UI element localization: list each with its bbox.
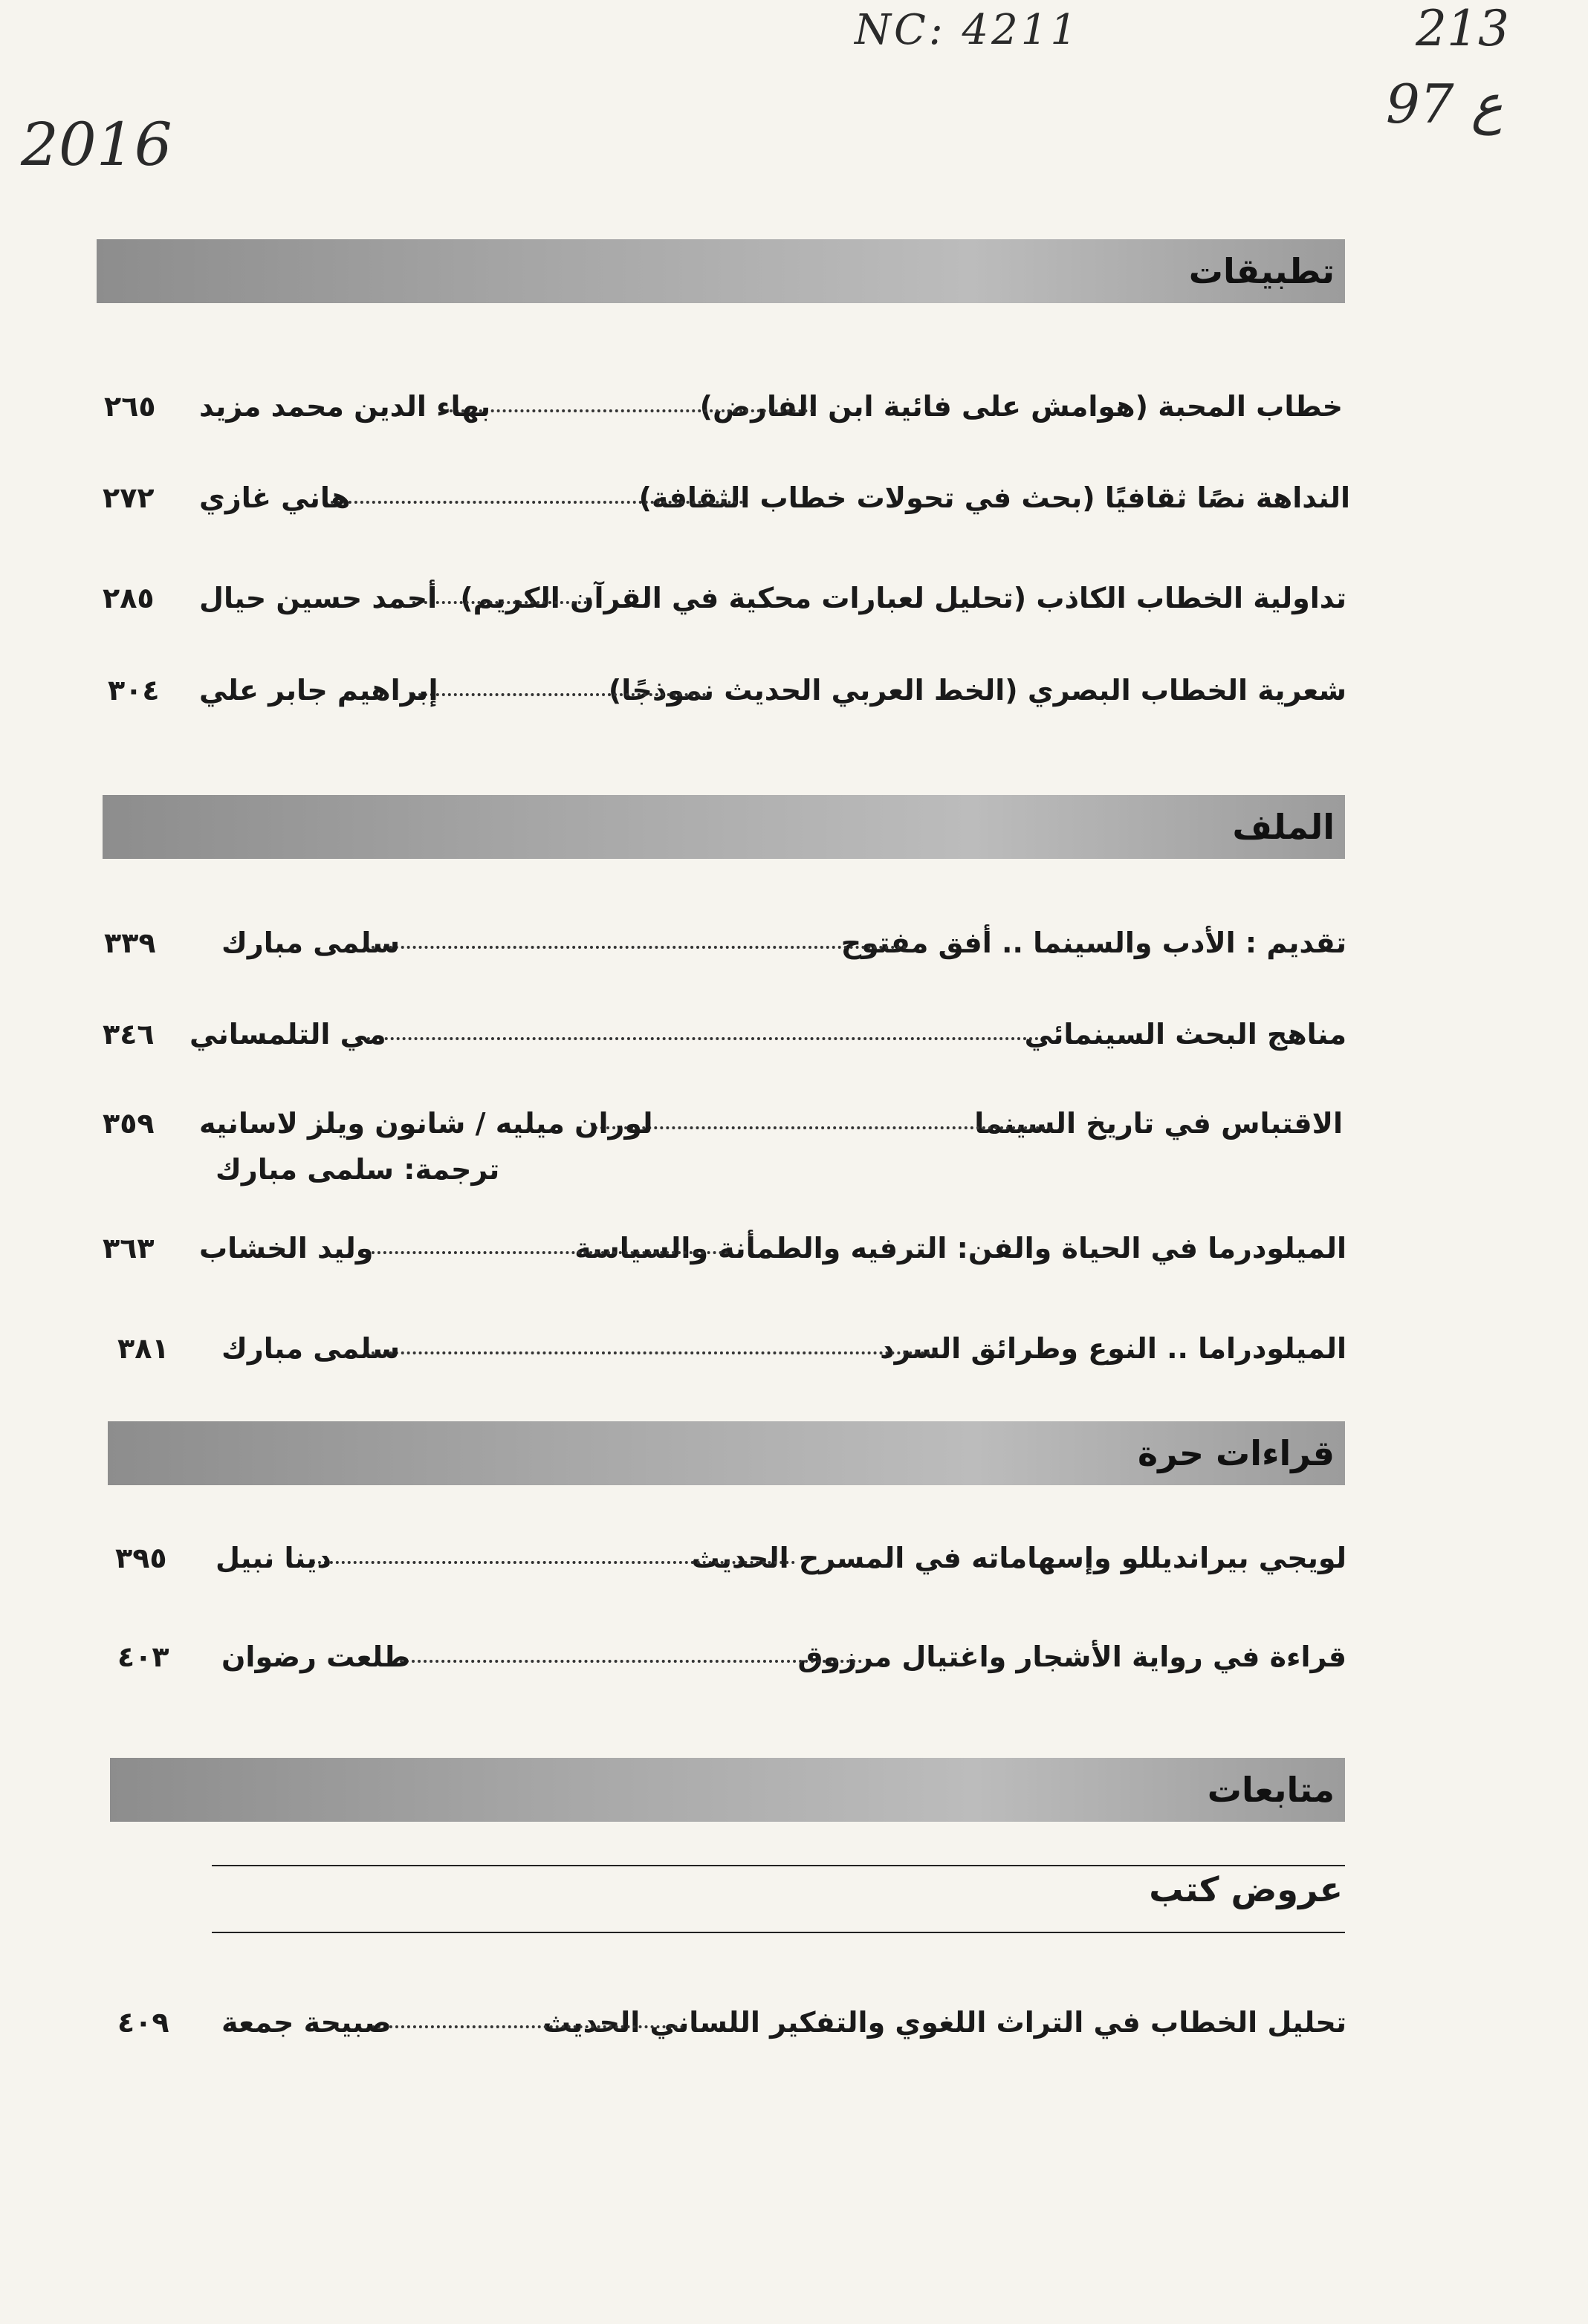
entry-title: النداهة نصًا ثقافيًا (بحث في تحولات خطاب الثقافة) xyxy=(638,481,1350,514)
section-title-applications: تطبيقات xyxy=(1188,251,1335,291)
leader-dots xyxy=(355,1037,1039,1040)
divider xyxy=(212,1865,1345,1866)
entry-author: صبيحة جمعة xyxy=(221,2006,392,2039)
entry-author: دينا نبيل xyxy=(215,1542,331,1574)
leader-dots xyxy=(372,1351,936,1354)
entry-page: ٣٩٥ xyxy=(115,1542,167,1574)
section-title-followups: متابعات xyxy=(1207,1770,1335,1810)
entry-page: ٢٧٢ xyxy=(103,481,155,514)
toc-entry xyxy=(0,1542,1588,1594)
entry-author: هاني غازي xyxy=(199,481,351,514)
toc-entry xyxy=(0,926,1588,978)
divider xyxy=(212,1932,1345,1933)
entry-author: سلمى مبارك xyxy=(221,1332,401,1365)
toc-entry xyxy=(0,674,1588,726)
entry-page: ٣٣٩ xyxy=(104,926,156,959)
toc-entry xyxy=(0,1107,1588,1186)
entry-title: الميلودراما .. النوع وطرائق السرد xyxy=(880,1332,1346,1365)
entry-title: تداولية الخطاب الكاذب (تحليل لعبارات محكية في القرآن الكريم) xyxy=(460,582,1346,614)
entry-page: ٣٦٣ xyxy=(103,1232,155,1265)
entry-title: قراءة في رواية الأشجار واغتيال مرزوق xyxy=(797,1640,1346,1673)
toc-entry xyxy=(0,582,1588,634)
leader-dots xyxy=(394,1660,862,1663)
entry-author: بهاء الدين محمد مزيد xyxy=(199,390,491,423)
entry-page: ٢٨٥ xyxy=(103,582,155,614)
entry-page: ٣٤٦ xyxy=(103,1018,155,1051)
leader-dots xyxy=(412,693,706,696)
section-bar-free-readings xyxy=(108,1421,1345,1485)
entry-title: لويجي بيرانديللو وإسهاماته في المسرح الحديث xyxy=(691,1542,1346,1574)
entry-page: ٢٦٥ xyxy=(104,390,156,423)
entry-author: إبراهيم جابر علي xyxy=(199,674,438,707)
entry-author: مي التلمساني xyxy=(189,1018,386,1051)
subheading-book-reviews: عروض كتب xyxy=(1149,1869,1343,1909)
handwritten-catalog-number: NC: 4211 xyxy=(855,6,1080,54)
leader-dots xyxy=(312,1561,795,1564)
handwritten-year: 2016 xyxy=(21,110,172,179)
entry-page: ٣٠٤ xyxy=(108,674,160,707)
toc-entry xyxy=(0,1332,1588,1384)
leader-dots xyxy=(372,946,907,949)
leader-dots xyxy=(331,501,743,504)
leader-dots xyxy=(594,1126,1051,1129)
toc-entry xyxy=(0,2006,1588,2058)
entry-author: لوران ميليه / شانون ويلز لاسانيه xyxy=(199,1107,653,1140)
entry-author: وليد الخشاب xyxy=(199,1232,374,1265)
entry-page: ٤٠٩ xyxy=(117,2006,169,2039)
entry-title: الاقتباس في تاريخ السينما xyxy=(974,1107,1343,1140)
toc-entry xyxy=(0,481,1588,533)
section-title-free-readings: قراءات حرة xyxy=(1138,1433,1335,1473)
entry-title: تحليل الخطاب في التراث اللغوي والتفكير اللساني الحديث xyxy=(542,2006,1346,2039)
entry-title: تقديم : الأدب والسينما .. أفق مفتوح xyxy=(840,926,1346,959)
entry-author: سلمى مبارك xyxy=(221,926,401,959)
section-bar-applications xyxy=(97,239,1345,303)
entry-title: الميلودرما في الحياة والفن: الترفيه والطمأنة والسياسة xyxy=(574,1232,1346,1265)
toc-entry xyxy=(0,1640,1588,1692)
leader-dots xyxy=(372,1251,728,1254)
toc-entry xyxy=(0,1232,1588,1284)
leader-dots xyxy=(450,409,814,412)
entry-author: طلعت رضوان xyxy=(221,1640,411,1673)
handwritten-code: 213 xyxy=(1416,0,1509,57)
section-title-file: الملف xyxy=(1232,807,1335,847)
handwritten-class: 97 ع xyxy=(1386,73,1503,135)
toc-entry xyxy=(0,1018,1588,1070)
entry-page: ٣٥٩ xyxy=(103,1107,155,1140)
section-bar-file xyxy=(103,795,1345,859)
entry-title: مناهج البحث السينمائي xyxy=(1024,1018,1346,1051)
entry-page: ٣٨١ xyxy=(117,1332,169,1365)
entry-author: أحمد حسين حيال xyxy=(199,582,438,614)
entry-title: خطاب المحبة (هوامش على فائية ابن الفارض) xyxy=(699,390,1343,423)
entry-title: شعرية الخطاب البصري (الخط العربي الحديث نموذجًا) xyxy=(608,674,1346,707)
entry-page: ٤٠٣ xyxy=(117,1640,169,1673)
entry-translator: ترجمة: سلمى مبارك xyxy=(215,1153,500,1186)
leader-dots xyxy=(412,601,587,604)
section-bar-followups xyxy=(110,1758,1345,1822)
toc-entry xyxy=(0,390,1588,442)
leader-dots xyxy=(372,2025,684,2028)
